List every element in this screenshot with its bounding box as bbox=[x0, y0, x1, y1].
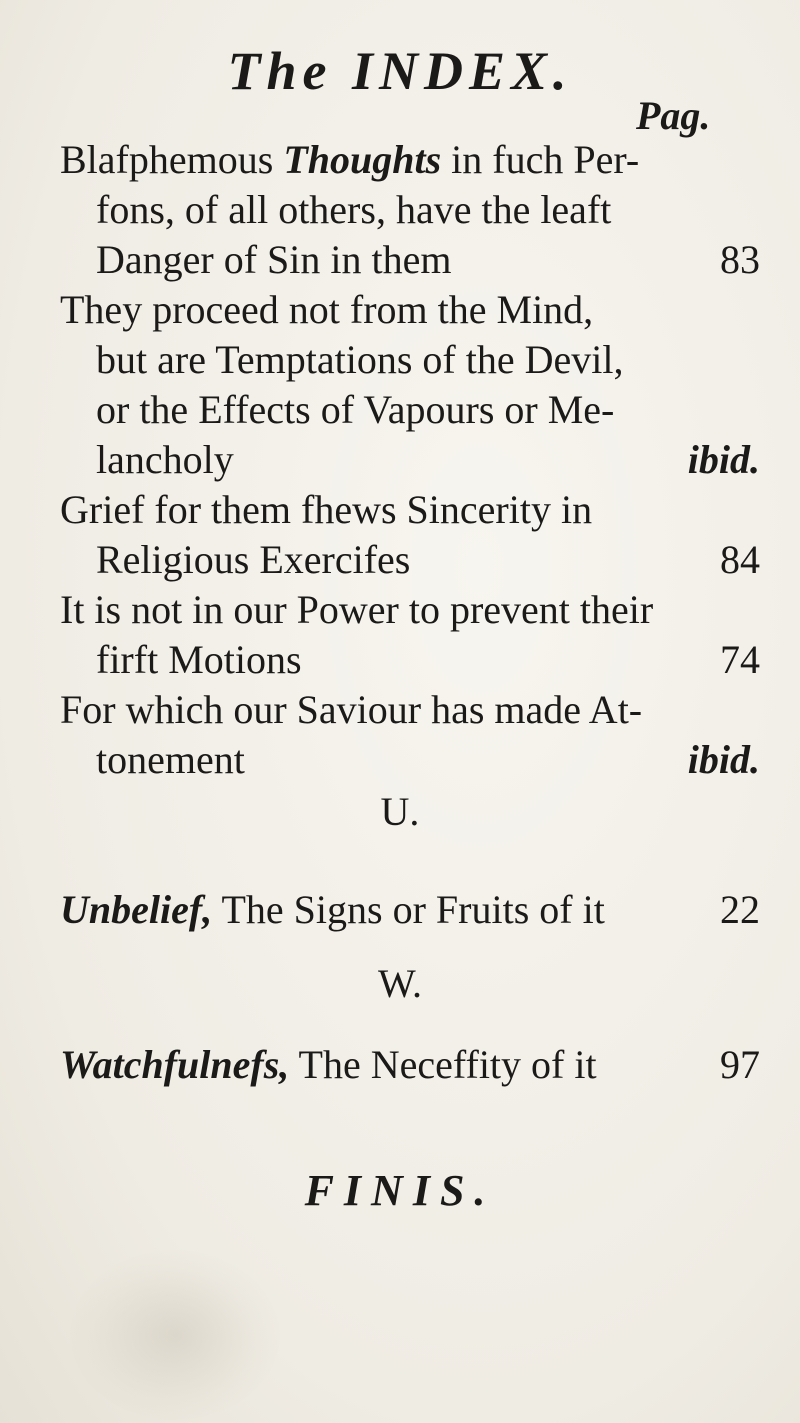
page-number: 83 bbox=[720, 237, 760, 282]
section-letter: U. bbox=[380, 789, 420, 834]
entry-text: firft Motions bbox=[96, 637, 302, 682]
entry-line bbox=[60, 885, 760, 935]
entry-line bbox=[60, 135, 760, 185]
entry-line bbox=[60, 335, 760, 385]
index-entry bbox=[60, 885, 760, 935]
page-number: 84 bbox=[720, 537, 760, 582]
entry-text: Danger of Sin in them bbox=[96, 237, 452, 282]
section-letter: W. bbox=[377, 961, 423, 1006]
entry-text: Religious Exercifes bbox=[96, 537, 411, 582]
page-number: 74 bbox=[720, 637, 760, 682]
entry-text: tonement bbox=[96, 737, 245, 782]
entry-line bbox=[60, 535, 760, 585]
page-header: The INDEX. bbox=[227, 41, 573, 101]
entry-text: lancholy bbox=[96, 437, 234, 482]
entry-text: but are Temptations of the Devil, bbox=[96, 337, 624, 382]
index-entry bbox=[60, 135, 760, 285]
page-number: ibid. bbox=[687, 737, 760, 782]
entry-text: The Signs or Fruits of it bbox=[212, 887, 605, 932]
entry-italic-text: Watchfulnefs, bbox=[60, 1042, 290, 1087]
paper-stain bbox=[70, 1250, 280, 1420]
entry-text: For which our Saviour has made At- bbox=[60, 687, 643, 732]
index-entry bbox=[60, 585, 760, 685]
entry-text: It is not in our Power to prevent their bbox=[60, 587, 654, 632]
entry-text: The Neceffity of it bbox=[289, 1042, 597, 1087]
entry-text: in fuch Per- bbox=[441, 137, 640, 182]
entry-line bbox=[60, 485, 760, 535]
entry-text: or the Effects of Vapours or Me- bbox=[96, 387, 615, 432]
finis-footer: FINIS. bbox=[304, 1166, 496, 1215]
entry-italic-text: Unbelief, bbox=[60, 887, 213, 932]
entry-line bbox=[60, 185, 760, 235]
index-entry bbox=[60, 285, 760, 485]
index-entry bbox=[60, 685, 760, 785]
entry-text: Grief for them fhews Sincerity in bbox=[60, 487, 593, 532]
page-number: 97 bbox=[720, 1042, 760, 1087]
entry-text: fons, of all others, have the leaft bbox=[96, 187, 612, 232]
entry-line bbox=[60, 1040, 760, 1090]
page-column-label: Pag. bbox=[636, 93, 711, 138]
index-entry bbox=[60, 485, 760, 585]
index-entry bbox=[60, 1040, 760, 1090]
entry-text: Blafphemous bbox=[60, 137, 284, 182]
entry-line bbox=[60, 585, 760, 635]
entry-italic-text: Thoughts bbox=[283, 137, 442, 182]
entry-line bbox=[60, 685, 760, 735]
entry-line bbox=[60, 385, 760, 435]
entry-line bbox=[60, 285, 760, 335]
page-number: ibid. bbox=[687, 437, 760, 482]
entry-line bbox=[60, 735, 760, 785]
page-number: 22 bbox=[720, 887, 760, 932]
entry-line bbox=[60, 435, 760, 485]
entry-line bbox=[60, 235, 760, 285]
entry-line bbox=[60, 635, 760, 685]
entry-text: They proceed not from the Mind, bbox=[60, 287, 594, 332]
